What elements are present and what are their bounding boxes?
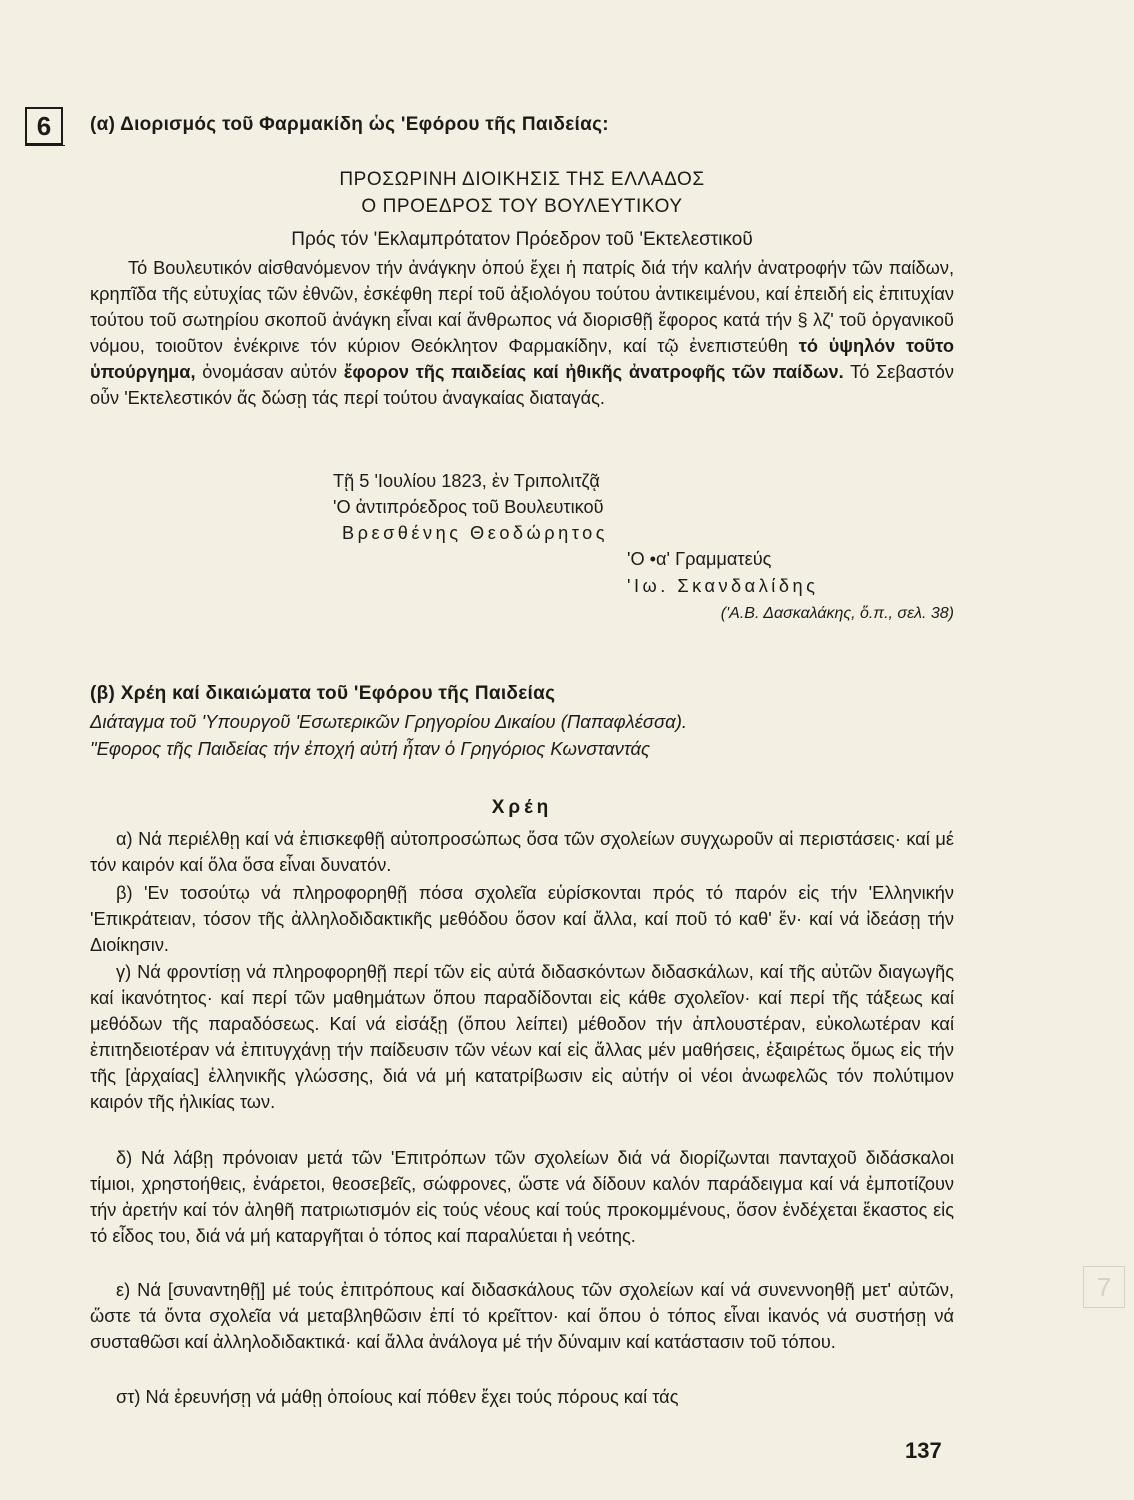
document-number-box: 6 xyxy=(25,107,63,145)
document-number-rule xyxy=(25,145,65,146)
letter-body-part1: Τό Βουλευτικόν αἰσθανόμενον τήν ἀνάγκην ὁπού ἔχει ἡ πατρίς διά τήν καλήν ἀνατροφήν τῶν παίδων, κρηπῖδα τῆς εὐτυχίας τῶν ἐθνῶν, ἐσκέφθη περί τοῦ ἀξιολόγου τούτου ἀντικειμένου, καί ἐπειδή εἰς ἐπιτυχίαν τούτου τοῦ σωτηρίου σκοποῦ ἀνάγκη εἶναι καί ἄνθρωπος νά διορισθῇ ἔφορος κατά τήν § λζ' τοῦ ὀργανικοῦ νόμου, τοιοῦτον ἐνέκρινε τόν κύριον Θεόκλητον Φαρμακίδην, καί τῷ ἐνεπιστεύθη xyxy=(90,258,954,356)
letter-body-bold1: τό ὑψηλόν τοῦτο ὑπούργημα, xyxy=(90,336,955,382)
addressee-line: Πρός τόν 'Εκλαμπρότατον Πρόεδρον τοῦ 'Εκτελεστικοῦ xyxy=(291,229,753,250)
vice-president-name: Βρεσθένης Θεοδώρητος xyxy=(342,523,609,543)
duty-item-e: ε) Νά [συναντηθῇ] μέ τούς ἐπιτρόπους καί διδασκάλους τῶν σχολείων καί νά συνεννοηθῇ μετ' αὐτῶν, ὥστε τά ὄντα σχολεῖα νά μεταβληθῶσιν ἐπί τό κρεῖττον· καί ὅπου ὁ τόπος εἶναι ἱκανός νά συστήσῃ νά συσταθῶσι καί ἀλληλοδιδακτικά· καί ἄλλα ἀνάλογα μέ τήν δύναμιν καί κατάστασιν τοῦ τόπου. xyxy=(90,1280,954,1352)
duty-item-b: β) 'Εν τοσούτῳ νά πληροφορηθῇ πόσα σχολεῖα εὑρίσκονται πρός τό παρόν εἰς τήν 'Ελληνικήν 'Επικράτειαν, τόσον τῆς ἀλληλοδιδακτικῆς μεθόδου ὅσον καί ἄλλα, καί ποῦ τό καθ' ἕν· καί νά ἰδεάσῃ τήν Διοίκησιν. xyxy=(90,883,954,955)
section-a-heading: (α) Διορισμός τοῦ Φαρμακίδη ὡς 'Εφόρου τῆς Παιδείας: xyxy=(90,114,609,135)
duty-item-d: δ) Νά λάβῃ πρόνοιαν μετά τῶν 'Επιτρόπων τῶν σχολείων διά νά διορίζωνται πανταχοῦ διδάσκαλοι τίμιοι, χρηστοήθεις, ἐνάρετοι, θεοσεβεῖς, σώφρονες, ὥστε νά δίδουν καλόν παράδειγμα καί νά ἐμποτίζουν τήν ἀρετήν καί τόν ἀληθῆ πατριωτισμόν εἰς τούς νέους καί τούς προκομμένους, ὅσον ἐνδέχεται ἕκαστος εἰς τό εἶδος του, διά νά μή καταργῆται ὁ τόπος καί παραλύεται ἡ νεότης. xyxy=(90,1148,954,1246)
page-number: 137 xyxy=(905,1438,942,1463)
letter-body-part2: ὀνομάσαν αὐτόν xyxy=(195,362,344,382)
duty-item-st: στ) Νά ἐρευνήσῃ νά μάθῃ ὁποίους καί πόθεν ἔχει τούς πόρους καί τάς xyxy=(116,1387,679,1407)
letter-body-bold2: ἔφορον τῆς παιδείας καί ἠθικῆς ἀνατροφῆς τῶν παίδων. xyxy=(343,362,844,382)
duty-item-c: γ) Νά φροντίσῃ νά πληροφορηθῇ περί τῶν εἰς αὐτά διδασκόντων διδασκάλων, καί τῆς αὐτῶν διαγωγῆς καί ἱκανότητος· καί περί τῶν μαθημάτων ὅπου παραδίδονται εἰς κάθε σχολεῖον· καί περί τῆς τάξεως καί μεθόδων τῆς παραδόσεως. Καί νά εἰσάξῃ (ὅπου λείπει) μέθοδον τήν ἀπλουστέραν, εὐκολωτέραν καί ἐπιτηδειοτέραν νά ἐπιτυγχάνῃ τήν παίδευσιν τῶν νέων καί εἰς ἄλλας μέν μαθήσεις, ἐξαιρέτως ὅμως εἰς τήν τῆς [ἀρχαίας] ἑλληνικῆς γλώσσης, διά νά μή κατατρίβωσιν εἰς αὐτήν οἱ νέοι ἀνωφελῶς τόν πολύτιμον καιρόν τῆς ἡλικίας των. xyxy=(90,962,954,1112)
secretary-title: 'Ο •α' Γραμματεύς xyxy=(627,549,772,569)
president-header: Ο ΠΡΟΕΔΡΟΣ ΤΟΥ ΒΟΥΛΕΥΤΙΚΟΥ xyxy=(361,196,683,217)
source-citation: ('Α.Β. Δασκαλάκης, ὅ.π., σελ. 38) xyxy=(720,605,954,622)
ephor-subtitle: "Εφορος τῆς Παιδείας τήν ἐποχή αὐτή ἦταν ὁ Γρηγόριος Κωνσταντάς xyxy=(90,738,651,759)
letter-body xyxy=(90,255,954,411)
duties-title: Χρέη xyxy=(491,797,553,818)
decree-subtitle: Διάταγμα τοῦ 'Υπουργοῦ 'Εσωτερικῶν Γρηγορίου Δικαίου (Παπαφλέσσα). xyxy=(90,711,688,732)
letter-body-part3: Τό Σεβαστόν οὖν 'Εκτελεστικόν ἄς δώσῃ τάς περί τούτου ἀναγκαίας διαταγάς. xyxy=(90,362,955,408)
vice-president-line: 'Ο ἀντιπρόεδρος τοῦ Βουλευτικοῦ xyxy=(333,497,604,517)
section-b-heading: (β) Χρέη καί δικαιώματα τοῦ 'Εφόρου τῆς Παιδείας xyxy=(90,683,556,704)
government-header: ΠΡΟΣΩΡΙΝΗ ΔΙΟΙΚΗΣΙΣ ΤΗΣ ΕΛΛΑΔΟΣ xyxy=(339,169,705,190)
date-place-line: Τῇ 5 'Ιουλίου 1823, ἐν Τριπολιτζᾷ xyxy=(333,471,600,491)
side-mark: 7 xyxy=(1083,1266,1125,1308)
secretary-name: 'Ιω. Σκανδαλίδης xyxy=(627,576,819,596)
duty-item-a: α) Νά περιέλθῃ καί νά ἐπισκεφθῇ αὐτοπροσώπως ὅσα τῶν σχολείων συγχωροῦν αἱ περιστάσεις· καί μέ τόν καιρόν καί ὅλα ὅσα εἶναι δυνατόν. xyxy=(90,829,954,875)
